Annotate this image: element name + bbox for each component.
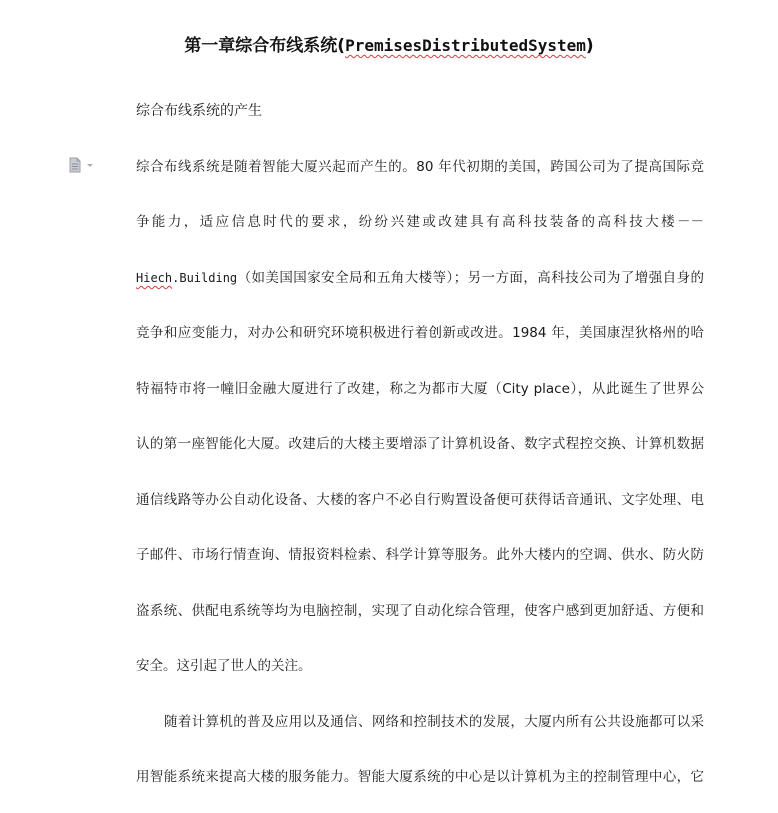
paragraph-line: 竞争和应变能力，对办公和研究环境积极进行着创新或改进。1984 年，美国康涅狄格州的哈 [136, 325, 704, 341]
paragraph-line: 综合布线系统是随着智能大厦兴起而产生的。80 年代初期的美国，跨国公司为了提高国际竞 [136, 159, 704, 175]
paragraph-line: 盗系统、供配电系统等均为电脑控制，实现了自动化综合管理，使客户感到更加舒适、方便和 [136, 603, 704, 619]
paragraph-line-rest: （如美国国家安全局和五角大楼等）；另一方面，高科技公司为了增强自身的 [237, 270, 704, 286]
section-heading: 综合布线系统的产生 [136, 103, 262, 119]
paragraph-line: 安全。这引起了世人的关注。 [136, 658, 312, 674]
paragraph-line: 用智能系统来提高大楼的服务能力。智能大厦系统的中心是以计算机为主的控制管理中心，它 [136, 769, 704, 785]
paragraph-line: 认的第一座智能化大厦。改建后的大楼主要增添了计算机设备、数字式程控交换、计算机数据 [136, 436, 704, 452]
paragraph-line: 子邮件、市场行情查询、情报资料检索、科学计算等服务。此外大楼内的空调、供水、防火防 [136, 547, 704, 563]
chapter-title-latin: PremisesDistributedSystem [345, 36, 586, 55]
paragraph-line: 随着计算机的普及应用以及通信、网络和控制技术的发展，大厦内所有公共设施都可以采 [164, 714, 704, 730]
doc-comment-icon[interactable] [68, 157, 98, 173]
paragraph-line: 特福特市将一幢旧金融大厦进行了改建，称之为都市大厦（City place），从此诞生了世界公 [136, 381, 704, 397]
term-building: .Building [172, 271, 238, 285]
chapter-title-cn: 第一章综合布线系统( [184, 36, 346, 56]
chapter-title-close: ) [585, 36, 594, 56]
paragraph-line: 通信线路等办公自动化设备、大楼的客户不必自行购置设备便可获得话音通讯、文字处理、电 [136, 492, 704, 508]
term-hiech: Hiech [136, 271, 173, 285]
paragraph-line: 争能力，适应信息时代的要求，纷纷兴建或改建具有高科技装备的高科技大楼－－ [136, 214, 704, 230]
chapter-title [0, 33, 778, 59]
paragraph-line-with-term [136, 267, 704, 289]
